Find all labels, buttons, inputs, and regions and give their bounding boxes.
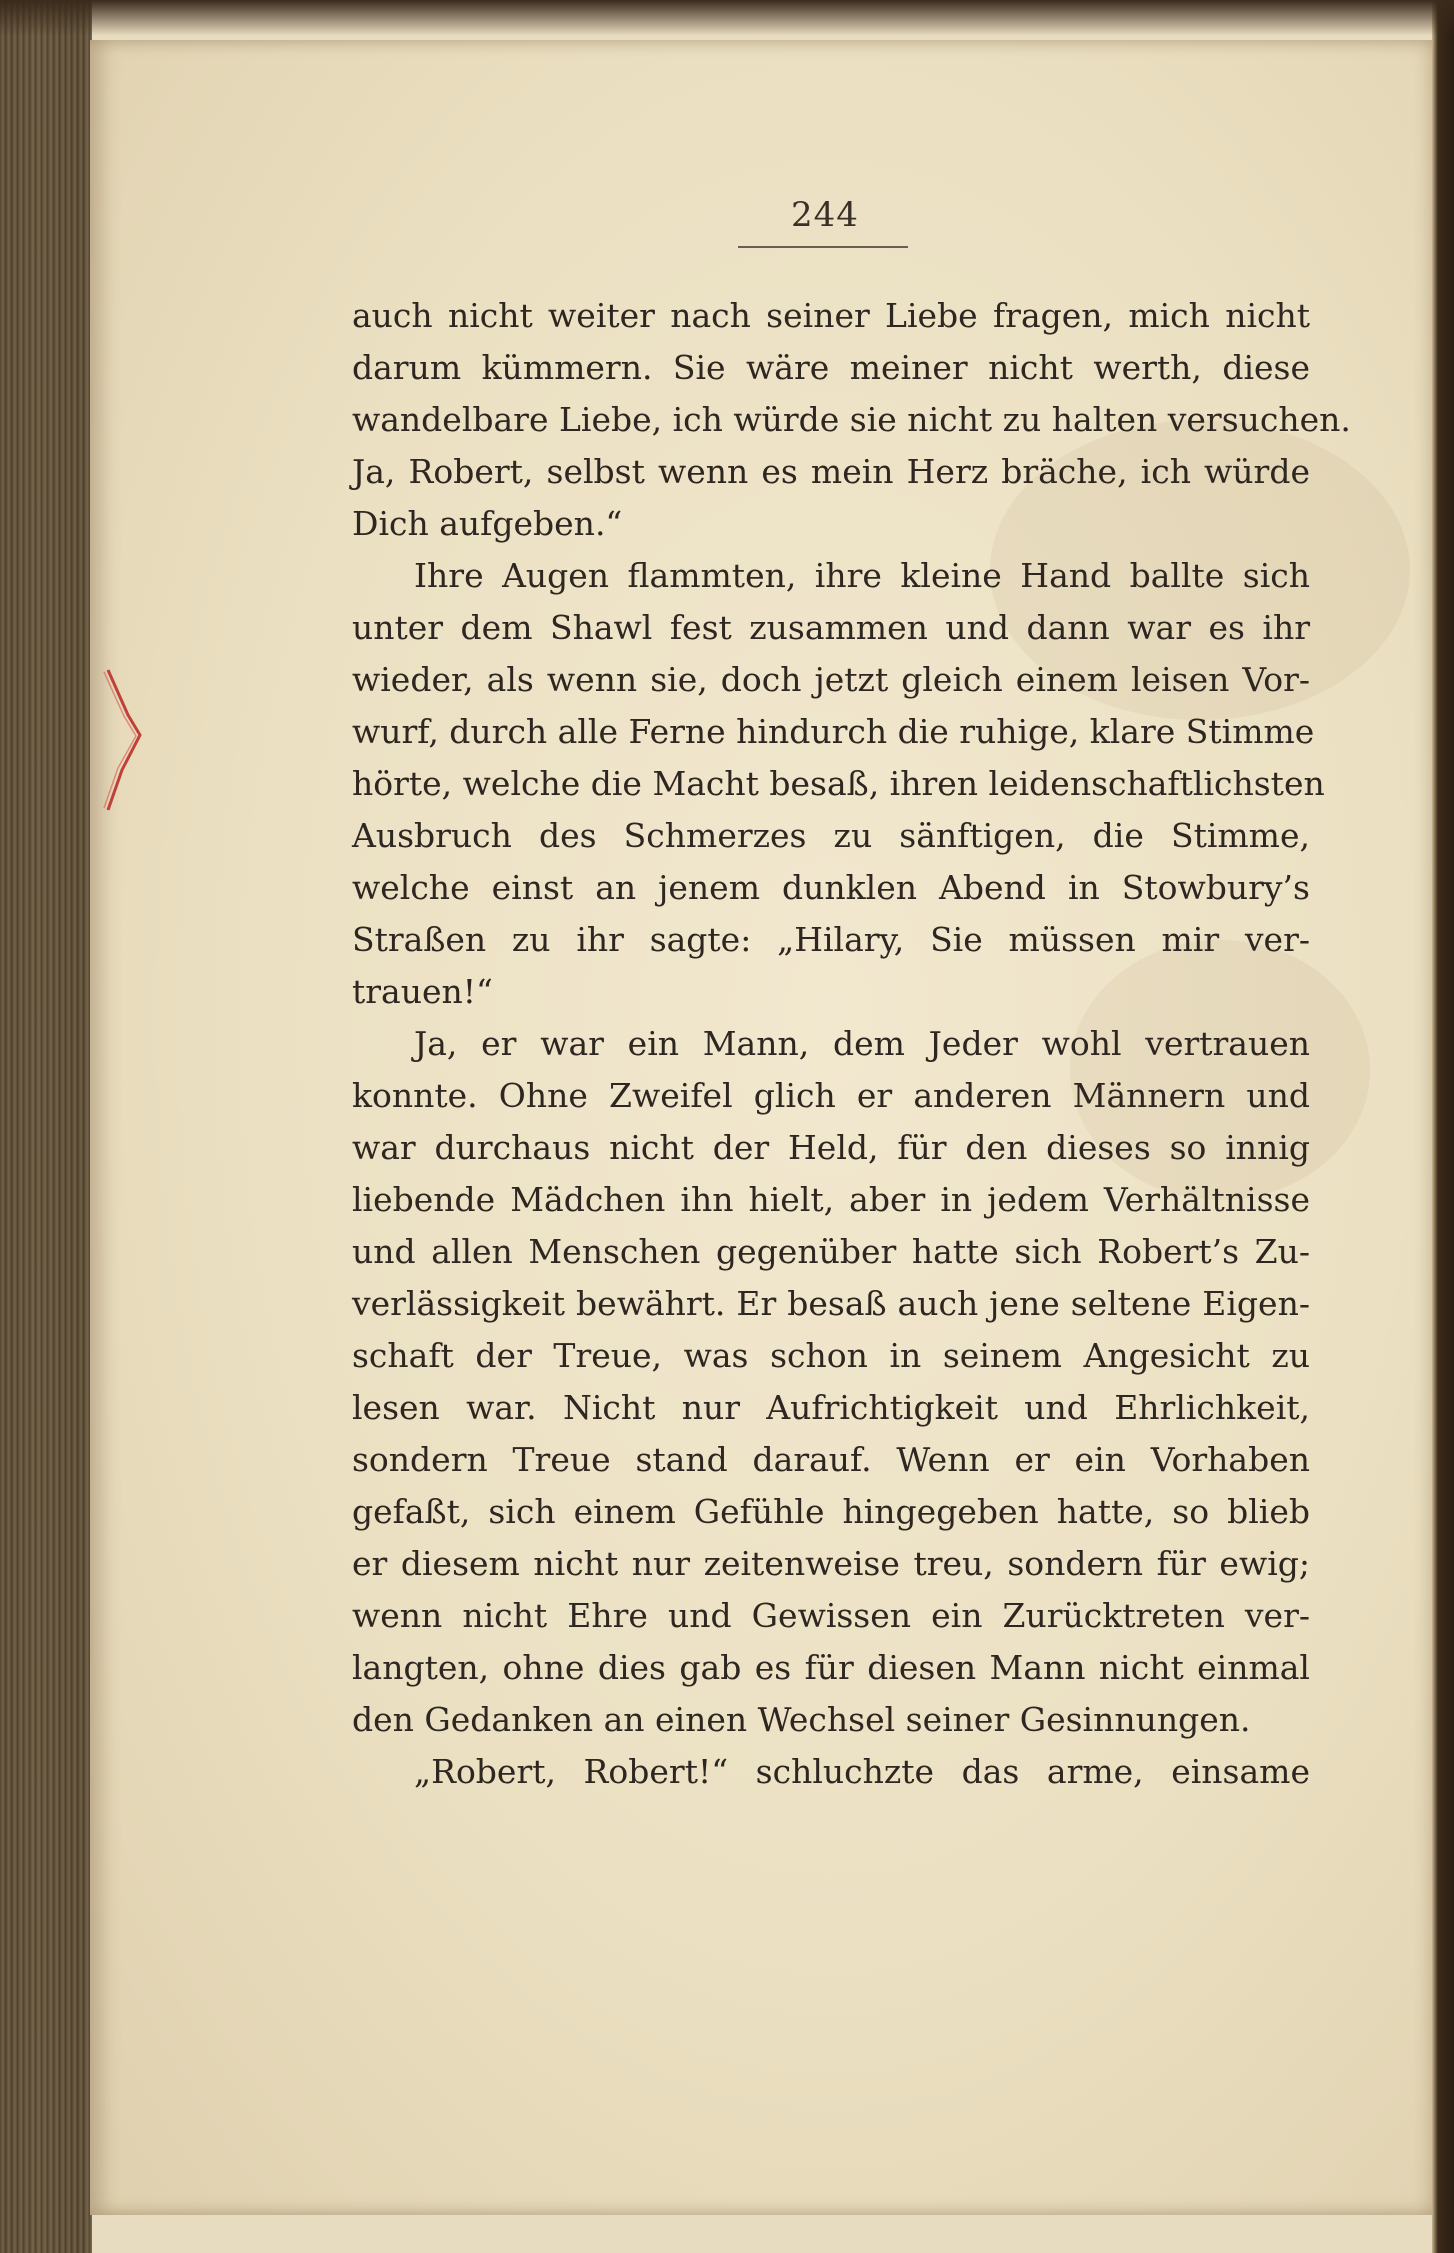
text-line: lesen war. Nicht nur Aufrichtigkeit und Ehrlichkeit, [352, 1388, 1310, 1427]
text-line: auch nicht weiter nach seiner Liebe fragen, mich nicht [352, 296, 1310, 335]
text-line: schaft der Treue, was schon in seinem Angesicht zu [352, 1336, 1310, 1375]
body-text [352, 290, 1351, 1798]
text-line: „Robert, Robert!“ schluchzte das arme, einsame [414, 1752, 1310, 1791]
text-line: langten, ohne dies gab es für diesen Mann nicht einmal [352, 1648, 1310, 1687]
text-line: konnte. Ohne Zweifel glich er anderen Männern und [352, 1076, 1310, 1115]
text-line: liebende Mädchen ihn hielt, aber in jedem Verhältnisse [352, 1180, 1310, 1219]
text-line: sondern Treue stand darauf. Wenn er ein Vorhaben [352, 1440, 1310, 1479]
text-line: war durchaus nicht der Held, für den dieses so innig [352, 1128, 1310, 1167]
text-line: wurf, durch alle Ferne hindurch die ruhige, klare Stimme [352, 712, 1315, 751]
text-line: darum kümmern. Sie wäre meiner nicht werth, diese [352, 348, 1310, 387]
text-line: und allen Menschen gegenüber hatte sich Robert’s Zu- [352, 1232, 1310, 1271]
text-line: verlässigkeit bewährt. Er besaß auch jene seltene Eigen- [352, 1284, 1310, 1323]
facing-page-edge [1432, 0, 1454, 2253]
text-line: unter dem Shawl fest zusammen und dann war es ihr [352, 608, 1310, 647]
text-line: wandelbare Liebe, ich würde sie nicht zu halten versuchen. [352, 400, 1351, 439]
text-line: wieder, als wenn sie, doch jetzt gleich einem leisen Vor- [352, 660, 1310, 699]
page-stack-edge [0, 0, 92, 2253]
text-line: trauen!“ [352, 972, 493, 1011]
text-line: Ausbruch des Schmerzes zu sänftigen, die Stimme, [352, 816, 1310, 855]
top-shadow [0, 0, 1454, 36]
text-line: gefaßt, sich einem Gefühle hingegeben hatte, so blieb [352, 1492, 1310, 1531]
text-line: er diesem nicht nur zeitenweise treu, sondern für ewig; [352, 1544, 1310, 1583]
text-line: den Gedanken an einen Wechsel seiner Gesinnungen. [352, 1700, 1251, 1739]
text-line: Ja, Robert, selbst wenn es mein Herz bräche, ich würde [352, 452, 1310, 491]
text-line: Ja, er war ein Mann, dem Jeder wohl vertrauen [414, 1024, 1310, 1063]
text-line: Dich aufgeben.“ [352, 504, 623, 543]
header-rule [738, 246, 908, 248]
ribbon-bookmark-icon [48, 660, 148, 820]
text-line: wenn nicht Ehre und Gewissen ein Zurücktreten ver- [352, 1596, 1310, 1635]
page-number: 244 [791, 195, 859, 235]
text-line: Straßen zu ihr sagte: „Hilary, Sie müssen mir ver- [352, 920, 1310, 959]
text-line: welche einst an jenem dunklen Abend in Stowbury’s [352, 868, 1310, 907]
text-line: Ihre Augen flammten, ihre kleine Hand ballte sich [414, 556, 1310, 595]
text-line: hörte, welche die Macht besaß, ihren leidenschaftlichsten [352, 764, 1325, 803]
